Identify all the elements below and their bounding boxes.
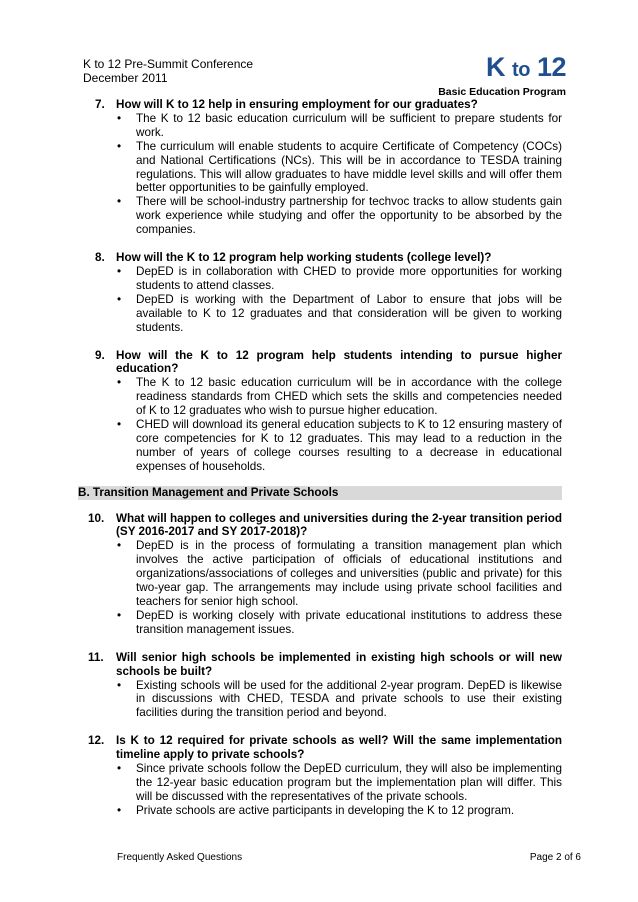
logo-wordmark <box>438 52 566 85</box>
question-number: 10. <box>88 511 105 525</box>
logo-12: 12 <box>536 52 566 82</box>
answer-text: Since private schools follow the DepED curriculum, they will also be implementing the 12-year basic education program but the implementation plan will differ. This will be discussed with the representatives of the private schools. <box>136 762 562 803</box>
answer-text: DepED is working closely with private educational institutions to address these transition management issues. <box>136 608 562 636</box>
bullet-icon: • <box>117 111 122 125</box>
faq-item <box>78 651 562 721</box>
answer-bullet <box>117 111 562 140</box>
page-footer <box>117 852 581 863</box>
bullet-icon: • <box>117 376 122 390</box>
faq-question <box>78 349 562 377</box>
answer-bullet <box>117 376 562 418</box>
bullet-icon: • <box>117 539 122 553</box>
faq-item <box>78 512 562 637</box>
answer-list <box>78 539 562 636</box>
answer-text: DepED is in collaboration with CHED to provide more opportunities for working students to attend classes. <box>136 264 562 292</box>
faq-list-a <box>78 98 562 474</box>
faq-item <box>78 734 562 817</box>
answer-bullet <box>117 292 562 335</box>
document-header <box>83 57 253 85</box>
answer-bullet <box>117 264 562 293</box>
faq-question <box>78 251 562 265</box>
conference-date: December 2011 <box>83 71 168 85</box>
answer-text: DepED is working with the Department of Labor to ensure that jobs will be available to K to 12 graduates and that consideration will be given to working students. <box>136 292 562 334</box>
faq-item <box>78 98 562 237</box>
question-text: How will the K to 12 program help working students (college level)? <box>116 251 492 265</box>
faq-question <box>78 651 562 679</box>
faq-question <box>78 734 562 762</box>
bullet-icon: • <box>117 608 122 622</box>
answer-text: DepED is in the process of formulating a transition management plan which involves the active participation of officials of educational institutions and organizations/associations of colleges and universities (public and private) for this two-year gap. The arrangements may include using private school facilities and teachers for senior high school. <box>136 539 562 608</box>
answer-bullet <box>117 608 562 637</box>
answer-bullet <box>117 762 562 804</box>
bullet-icon: • <box>117 803 122 817</box>
answer-text: The curriculum will enable students to acquire Certificate of Competency (COCs) and National Certifications (NCs). This will be in accordance to TESDA training regulations. This will allow graduates to have middle level skills and will offer them better opportunities to be gainfully employed. <box>136 139 562 195</box>
bullet-icon: • <box>117 264 122 278</box>
section-b-heading: B. Transition Management and Private Schools <box>78 486 562 500</box>
bullet-icon: • <box>117 762 122 776</box>
answer-list <box>78 112 562 237</box>
conference-title: K to 12 Pre-Summit Conference <box>83 57 254 71</box>
logo-subtitle: Basic Education Program <box>438 86 566 98</box>
bullet-icon: • <box>117 292 122 306</box>
answer-list <box>78 762 562 818</box>
question-number: 12. <box>88 734 105 748</box>
answer-bullet <box>117 418 562 474</box>
logo-to: to <box>512 59 530 81</box>
faq-content <box>78 98 562 818</box>
bullet-icon: • <box>117 139 122 153</box>
faq-question <box>78 98 562 112</box>
faq-item <box>78 349 562 474</box>
faq-question <box>78 512 562 540</box>
answer-text: Existing schools will be used for the additional 2-year program. DepED is likewise in discussions with CHED, TESDA and private schools to use their existing facilities during the transition period and beyond. <box>136 678 562 720</box>
answer-text: CHED will download its general education subjects to K to 12 ensuring mastery of core competencies for K to 12 graduates. This may lead to a reduction in the number of years of college courses resulting to a decrease in educational expenses of households. <box>136 418 562 473</box>
answer-bullet <box>117 678 562 721</box>
question-number: 11. <box>88 650 104 664</box>
question-number: 7. <box>95 98 105 111</box>
bullet-icon: • <box>117 678 122 692</box>
question-number: 9. <box>95 348 105 362</box>
answer-list <box>78 376 562 473</box>
answer-text: The K to 12 basic education curriculum will be in accordance with the college readiness standards from CHED which sets the skills and competencies needed of K to 12 graduates who wish to pursue higher education. <box>136 376 562 418</box>
answer-bullet <box>117 139 562 196</box>
answer-bullet <box>117 539 562 609</box>
bullet-icon: • <box>117 195 122 209</box>
answer-text: Private schools are active participants in developing the K to 12 program. <box>136 803 515 817</box>
question-text: How will the K to 12 program help students intending to pursue higher education? <box>116 348 562 376</box>
answer-text: There will be school-industry partnership for techvoc tracks to allow students gain work experience while studying and offer the opportunity to be absorbed by the companies. <box>136 195 562 237</box>
answer-list <box>78 679 562 721</box>
question-text: Will senior high schools be implemented in existing high schools or will new schools be built? <box>116 650 562 678</box>
logo-k: K <box>486 52 506 82</box>
question-text: How will K to 12 help in ensuring employment for our graduates? <box>116 98 478 111</box>
answer-list <box>78 265 562 335</box>
answer-bullet <box>117 803 562 818</box>
answer-text: The K to 12 basic education curriculum will be sufficient to prepare students for work. <box>136 111 562 139</box>
faq-list-b <box>78 512 562 818</box>
bullet-icon: • <box>117 418 122 432</box>
question-text: What will happen to colleges and universities during the 2-year transition period (SY 2016-2017 and SY 2017-2018)? <box>116 511 562 539</box>
k12-logo <box>438 52 566 98</box>
footer-title: Frequently Asked Questions <box>117 852 243 863</box>
faq-item <box>78 251 562 334</box>
question-text: Is K to 12 required for private schools as well? Will the same implementation timeline apply to private schools? <box>116 734 562 762</box>
question-number: 8. <box>95 251 105 265</box>
page-number: Page 2 of 6 <box>529 852 581 863</box>
answer-bullet <box>117 195 562 237</box>
